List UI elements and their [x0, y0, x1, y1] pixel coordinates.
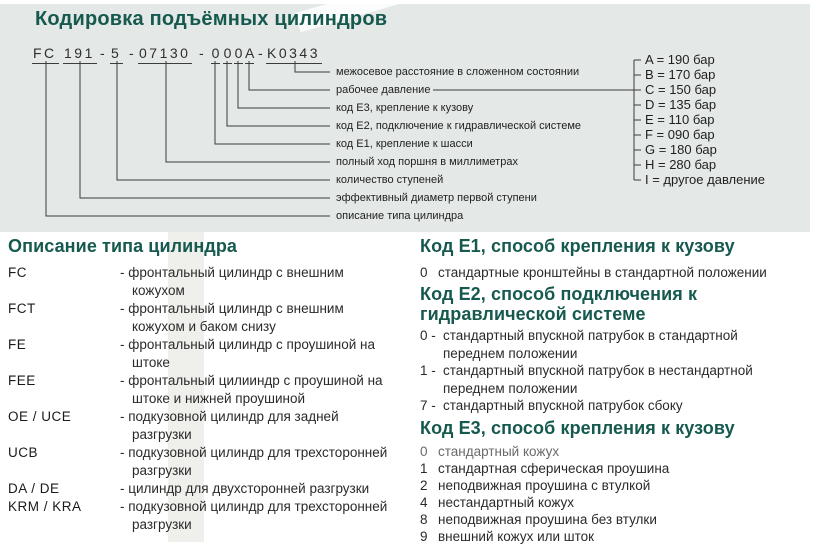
type-row	[8, 408, 410, 444]
type-row	[8, 372, 410, 408]
code-item-text: стандартный впускной патрубок в нестандартной переднем положении	[443, 363, 753, 396]
code-item	[420, 327, 808, 362]
code-item-text: стандартный кожух	[438, 443, 560, 459]
type-description: - цилиндр для двухсторонней разгрузки	[120, 481, 370, 496]
pressure-code-item: H = 280 бар	[645, 157, 717, 172]
type-description: - фронтальный цилиндр с проушиной на штоке	[120, 337, 376, 370]
type-code: OE / UCE	[8, 409, 72, 424]
type-code: FEE	[8, 373, 36, 388]
e2-items	[420, 327, 808, 415]
code-segment-diameter: 191	[63, 45, 97, 64]
codes-section	[420, 236, 808, 545]
diagram-label: код Е3, крепление к кузову	[336, 102, 474, 114]
code-item-text: неподвижная проушина без втулки	[438, 511, 657, 527]
code-item-number: 8	[420, 511, 428, 527]
code-item-number: 0	[420, 443, 428, 459]
pressure-code-item: E = 110 бар	[645, 112, 715, 127]
diagram-label: межосевое расстояние в сложенном состоянии	[336, 66, 580, 78]
code-item-text: неподвижная проушина с втулкой	[438, 477, 651, 493]
code-item	[420, 477, 808, 494]
code-item-number: 0	[420, 265, 428, 280]
pressure-code-item: D = 135 бар	[645, 97, 717, 112]
code-separator: -	[100, 45, 105, 61]
code-item-text: нестандартный кожух	[438, 494, 575, 510]
type-code: DA / DE	[8, 481, 60, 496]
pressure-code-item: F = 090 бар	[645, 127, 715, 142]
e1-title: Код Е1, способ крепления к кузову	[420, 236, 735, 256]
e1-items	[420, 264, 808, 281]
code-item-number: 1	[420, 460, 428, 476]
code-item	[420, 443, 808, 460]
code-item	[420, 362, 808, 397]
page-title: Кодировка подъёмных цилиндров	[35, 8, 388, 30]
code-segment-stages: 5	[110, 45, 123, 64]
cylinder-types-list	[8, 264, 410, 534]
code-segment-distance: K0343	[266, 45, 322, 64]
code-separator: -	[199, 45, 204, 61]
code-item-number: 4	[420, 494, 428, 510]
code-separator: -	[129, 45, 134, 61]
type-description: - подкузовной цилиндр для задней разгрузки	[120, 409, 339, 442]
type-description: - подкузовной цилиндр для трехсторонней разгрузки	[120, 445, 388, 478]
type-code: FE	[8, 337, 27, 352]
code-separator: -	[258, 45, 263, 61]
type-row	[8, 498, 410, 534]
type-description: - фронтальный цилиндр с внешним кожухом и баком снизу	[120, 301, 344, 334]
type-description: - фронтальный цилиндр с внешним кожухом	[120, 265, 344, 298]
type-row	[8, 480, 410, 498]
type-code: UCB	[8, 445, 39, 460]
type-code: FCT	[8, 301, 36, 316]
code-item	[420, 494, 808, 511]
code-item	[420, 264, 808, 281]
e2-title: Код Е2, способ подключения к гидравлической системе	[420, 284, 698, 324]
diagram-label: код Е2, подключение к гидравлической системе	[336, 120, 582, 132]
code-item	[420, 511, 808, 528]
diagram-label: полный ход поршня в миллиметрах	[336, 156, 518, 168]
code-segment-type: FC	[32, 45, 59, 64]
pressure-code-item: B = 170 бар	[645, 67, 716, 82]
diagram-label: эффективный диаметр первой ступени	[336, 192, 537, 204]
cylinder-types-section	[8, 236, 410, 534]
pressure-code-item: A = 190 бар	[645, 52, 715, 67]
code-item	[420, 460, 808, 477]
type-description: - подкузовной цилиндр для трехсторонней разгрузки	[120, 499, 388, 532]
code-item-text: стандартный впускной патрубок сбоку	[443, 398, 683, 413]
code-segment-stroke: 07130	[138, 45, 192, 64]
e3-items	[420, 443, 808, 545]
diagram-label: код Е1, крепление к шасси	[336, 138, 473, 150]
type-code: KRM / KRA	[8, 499, 82, 514]
code-item-number: 9	[420, 528, 428, 544]
type-description: - фронтальный цилииндр с проушиной на штоке и нижней проушиной	[120, 373, 383, 406]
pressure-code-item: C = 150 бар	[645, 82, 717, 97]
code-item-text: стандартная сферическая проушина	[438, 460, 670, 476]
diagram-label: описание типа цилиндра	[336, 210, 464, 222]
pressure-code-item: G = 180 бар	[645, 142, 717, 157]
type-row	[8, 444, 410, 480]
code-item-number: 7 -	[420, 398, 436, 413]
type-row	[8, 336, 410, 372]
diagram-label: рабочее давление	[336, 84, 431, 96]
e3-title: Код Е3, способ крепления к кузову	[420, 417, 735, 438]
code-item-text: внешний кожух или шток	[438, 528, 595, 544]
type-row	[8, 264, 410, 300]
code-char-e2: 0	[223, 45, 232, 64]
code-item-text: стандартный впускной патрубок в стандартной переднем положении	[443, 328, 738, 361]
code-char-pressure: A	[245, 45, 254, 64]
code-char-e3: 0	[234, 45, 243, 64]
pressure-code-item: I = другое давление	[645, 172, 766, 187]
type-row	[8, 300, 410, 336]
code-item-number: 0 -	[420, 328, 436, 343]
code-item-number: 2	[420, 477, 428, 493]
code-item-text: стандартные кронштейны в стандартной положении	[438, 265, 767, 280]
code-item-number: 1 -	[420, 363, 436, 378]
cylinder-types-title: Описание типа цилиндра	[8, 236, 238, 256]
diagram-label: количество ступеней	[336, 174, 444, 186]
code-item	[420, 397, 808, 415]
code-char-e1: 0	[211, 45, 220, 64]
type-code: FC	[8, 265, 27, 280]
